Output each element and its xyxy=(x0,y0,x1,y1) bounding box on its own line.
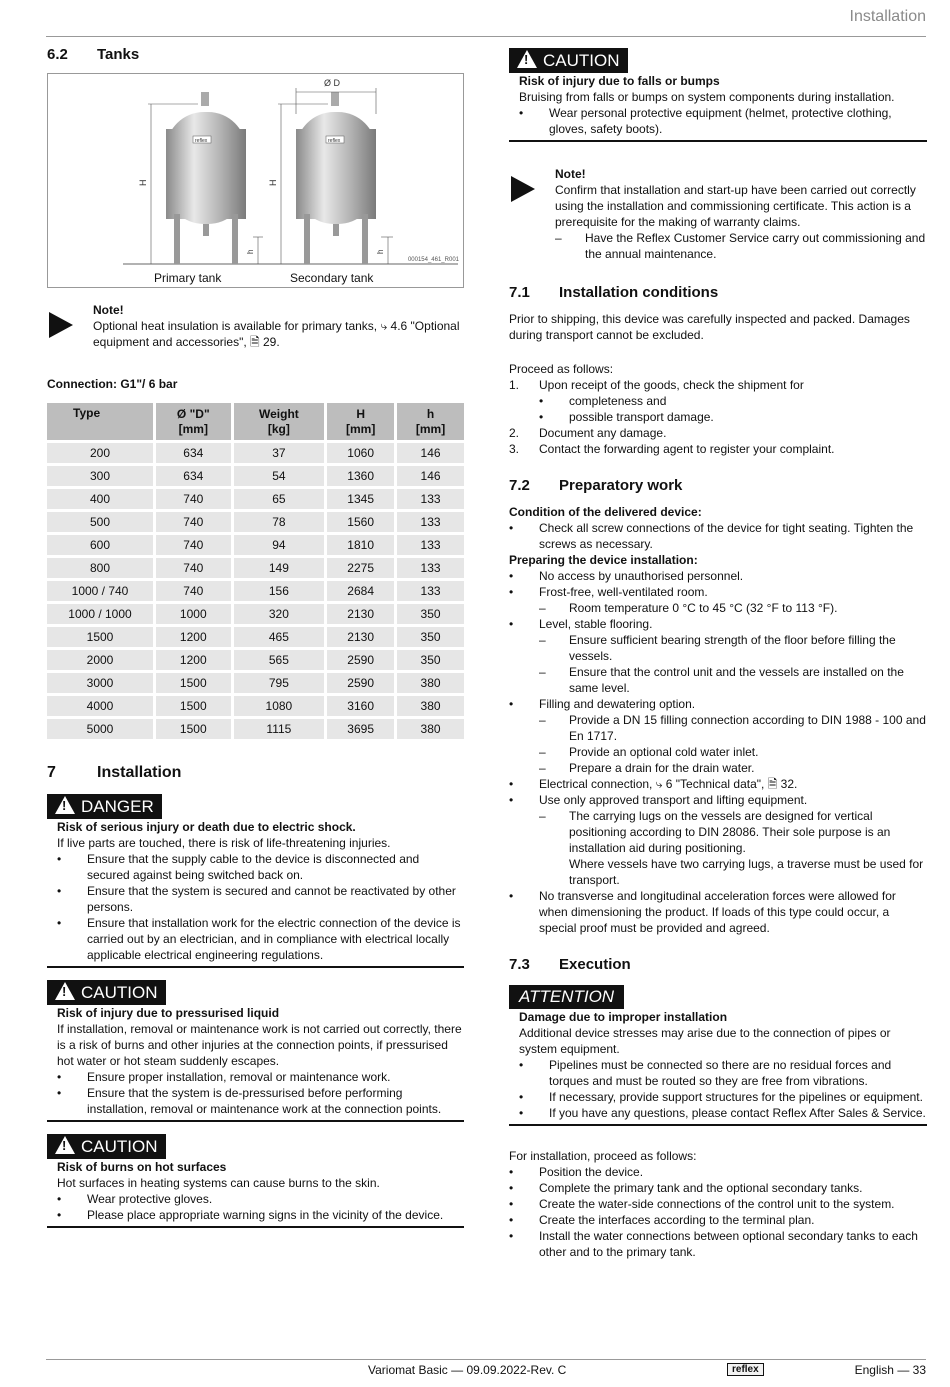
note-commissioning xyxy=(509,166,927,262)
caution-text: Hot surfaces in heating systems can cause burns to the skin. xyxy=(57,1176,380,1190)
section-title: Execution xyxy=(559,956,631,973)
section-number: 7.1 xyxy=(509,284,530,301)
attention-box xyxy=(509,985,927,1126)
table-cell: 133 xyxy=(397,489,464,509)
table-cell: 565 xyxy=(234,650,325,670)
list-item: – Provide a DN 15 filling connection according to DIN 1988 - 100 and En 1717. xyxy=(539,713,926,743)
table-cell: 740 xyxy=(156,581,231,601)
table-cell: 380 xyxy=(397,696,464,716)
list-item: • Ensure that the system is secured and cannot be reactivated by other persons. xyxy=(57,884,456,914)
table-header-row xyxy=(47,403,464,440)
table-cell: 2000 xyxy=(47,650,153,670)
attention-text: Additional device stresses may arise due to the connection of pipes or system equipment. xyxy=(519,1026,891,1056)
section-heading-installation xyxy=(47,764,464,782)
table-cell: 1810 xyxy=(327,535,394,555)
table-row xyxy=(47,604,464,624)
table-cell: 350 xyxy=(397,604,464,624)
dim-label-h-primary: H xyxy=(138,179,148,186)
conditions-text: Prior to shipping, this device was carefully inspected and packed. Damages during transport cannot be excluded. xyxy=(509,312,910,342)
list-item: 1. Upon receipt of the goods, check the shipment for xyxy=(509,378,804,392)
dim-label-d: Ø D xyxy=(324,78,341,88)
table-cell: 1200 xyxy=(156,627,231,647)
danger-box xyxy=(47,794,464,968)
table-cell: 320 xyxy=(234,604,325,624)
attention-title: Damage due to improper installation xyxy=(519,1010,728,1024)
table-cell: 1500 xyxy=(47,627,153,647)
attention-label: ATTENTION xyxy=(509,985,624,1009)
table-cell: 1000 / 740 xyxy=(47,581,153,601)
table-cell: 133 xyxy=(397,535,464,555)
list-item: • Complete the primary tank and the optional secondary tanks. xyxy=(509,1181,863,1195)
footer-logo: reflex xyxy=(727,1363,764,1376)
header-rule xyxy=(46,36,926,37)
note-title: Note! xyxy=(93,303,124,317)
list-item: • Ensure that the supply cable to the device is disconnected and secured against being switched back on. xyxy=(57,852,420,882)
table-cell: 4000 xyxy=(47,696,153,716)
left-column xyxy=(47,46,464,1228)
list-item: • Use only approved transport and lifting equipment. xyxy=(509,793,808,807)
caution-label: !CAUTION xyxy=(47,980,166,1005)
table-row xyxy=(47,627,464,647)
danger-title: Risk of serious injury or death due to electric shock. xyxy=(57,820,356,834)
tank-logo-primary: reflex xyxy=(195,138,208,144)
warning-triangle-icon xyxy=(55,982,75,1000)
table-cell: 1200 xyxy=(156,650,231,670)
list-item: – Prepare a drain for the drain water. xyxy=(539,761,755,775)
list-item: • Wear personal protective equipment (helmet, protective clothing, gloves, safety boots). xyxy=(519,106,892,136)
tanks-figure xyxy=(47,73,464,288)
list-item-continuation: Where vessels have two carrying lugs, a traverse must be used for transport. xyxy=(569,857,924,887)
list-item: – Ensure that the control unit and the vessels are installed on the same level. xyxy=(539,665,904,695)
table-cell: 1115 xyxy=(234,719,325,739)
tanks-illustration xyxy=(48,74,463,287)
warning-triangle-icon xyxy=(55,796,75,814)
section-heading-execution xyxy=(509,956,927,973)
table-cell: 37 xyxy=(234,443,325,463)
table-cell: 146 xyxy=(397,466,464,486)
table-cell: 5000 xyxy=(47,719,153,739)
list-item: • No transverse and longitudinal acceleration forces were allowed for when dimensioning the product. If loads of this type could occur, a special proof must be provided and agreed. xyxy=(509,889,896,935)
list-item: – Room temperature 0 °C to 45 °C (32 °F to 113 °F). xyxy=(539,601,838,615)
list-item: 3. Contact the forwarding agent to register your complaint. xyxy=(509,442,835,456)
table-cell: 1500 xyxy=(156,673,231,693)
note-text: Optional heat insulation is available for primary tanks, ⤷ 4.6 "Optional equipment and accessories", 🗎 29. xyxy=(93,319,460,349)
table-cell: 146 xyxy=(397,443,464,463)
table-row xyxy=(47,719,464,739)
header-type: Type xyxy=(47,403,153,440)
section-title: Preparatory work xyxy=(559,477,683,494)
table-cell: 740 xyxy=(156,535,231,555)
dim-label-small-h-primary: h xyxy=(246,249,255,254)
table-cell: 3000 xyxy=(47,673,153,693)
table-cell: 156 xyxy=(234,581,325,601)
table-cell: 2130 xyxy=(327,627,394,647)
table-cell: 795 xyxy=(234,673,325,693)
danger-text: If live parts are touched, there is risk of life-threatening injuries. xyxy=(57,836,391,850)
tank-logo-secondary: reflex xyxy=(328,138,341,144)
table-cell: 2684 xyxy=(327,581,394,601)
section-number: 7.3 xyxy=(509,956,530,973)
section-number: 7 xyxy=(47,764,56,781)
table-cell: 800 xyxy=(47,558,153,578)
table-cell: 350 xyxy=(397,627,464,647)
note-heat-insulation xyxy=(47,302,464,350)
section-title: Installation conditions xyxy=(559,284,719,301)
list-item: • Install the water connections between optional secondary tanks to each other and to the primary tank. xyxy=(509,1229,918,1259)
list-item: • Frost-free, well-ventilated room. xyxy=(509,585,708,599)
list-item: – The carrying lugs on the vessels are designed for vertical positioning according to DIN 28086. Their sole purpose is an installation aid during positioning. xyxy=(539,809,891,855)
table-cell: 1345 xyxy=(327,489,394,509)
section-heading-tanks xyxy=(47,46,464,63)
note-title: Note! xyxy=(555,167,586,181)
caution-label: !CAUTION xyxy=(47,1134,166,1159)
table-cell: 2590 xyxy=(327,650,394,670)
caution-text: Bruising from falls or bumps on system components during installation. xyxy=(519,90,895,104)
table-cell: 94 xyxy=(234,535,325,555)
header-diameter: Ø "D" [mm] xyxy=(156,403,231,440)
right-column xyxy=(509,46,927,1260)
header-height: H [mm] xyxy=(327,403,394,440)
table-row xyxy=(47,673,464,693)
execution-proceed-label: For installation, proceed as follows: xyxy=(509,1149,697,1163)
table-cell: 133 xyxy=(397,512,464,532)
list-item: • Please place appropriate warning signs in the vicinity of the device. xyxy=(57,1208,444,1222)
table-row xyxy=(47,696,464,716)
table-cell: 1500 xyxy=(156,719,231,739)
table-cell: 1360 xyxy=(327,466,394,486)
table-cell: 380 xyxy=(397,673,464,693)
table-cell: 200 xyxy=(47,443,153,463)
note-arrow-icon xyxy=(49,312,73,338)
table-cell: 65 xyxy=(234,489,325,509)
caution-box-pressurised xyxy=(47,980,464,1122)
warning-triangle-icon xyxy=(55,1136,75,1154)
caution-title: Risk of injury due to falls or bumps xyxy=(519,74,720,88)
preparing-title: Preparing the device installation: xyxy=(509,553,698,567)
secondary-tank-graphic xyxy=(278,88,393,264)
table-row xyxy=(47,581,464,601)
danger-label: !DANGER xyxy=(47,794,162,819)
list-item: • Ensure that the system is de-pressurised before performing installation, removal or maintenance work at the connection points. xyxy=(57,1086,442,1116)
list-item: • possible transport damage. xyxy=(539,410,714,424)
list-item: • Create the interfaces according to the terminal plan. xyxy=(509,1213,815,1227)
header-small-h: h [mm] xyxy=(397,403,464,440)
section-number: 6.2 xyxy=(47,46,68,63)
table-cell: 600 xyxy=(47,535,153,555)
table-cell: 2130 xyxy=(327,604,394,624)
condition-title: Condition of the delivered device: xyxy=(509,505,702,519)
table-cell: 1560 xyxy=(327,512,394,532)
footer-doc-info: Variomat Basic — 09.09.2022-Rev. C xyxy=(368,1363,567,1377)
table-cell: 2590 xyxy=(327,673,394,693)
list-item: – Ensure sufficient bearing strength of the floor before filling the vessels. xyxy=(539,633,896,663)
list-item: • completeness and xyxy=(539,394,667,408)
table-row xyxy=(47,512,464,532)
header-weight: Weight [kg] xyxy=(234,403,325,440)
caution-box-falls xyxy=(509,48,927,142)
warning-triangle-icon xyxy=(517,50,537,68)
caution-label: !CAUTION xyxy=(509,48,628,73)
table-cell: 465 xyxy=(234,627,325,647)
section-title: Installation xyxy=(97,764,182,781)
list-item: • Ensure proper installation, removal or maintenance work. xyxy=(57,1070,391,1084)
list-item: • Position the device. xyxy=(509,1165,644,1179)
footer-rule xyxy=(46,1359,926,1360)
table-row xyxy=(47,466,464,486)
table-row xyxy=(47,558,464,578)
note-text: Confirm that installation and start-up have been carried out correctly using the installation and commissioning certificate. This action is a prerequisite for the making of warranty claims. xyxy=(555,183,916,229)
list-item: • Pipelines must be connected so there are no residual forces and torques and must be routed so they are free from vibrations. xyxy=(519,1058,892,1088)
list-item: • Ensure that installation work for the electric connection of the device is carried out by an electrician, and in compliance with electrical locally applicable electrical engineering regulations. xyxy=(57,916,461,962)
list-item: • If you have any questions, please contact Reflex After Sales & Service. xyxy=(519,1106,926,1120)
table-cell: 380 xyxy=(397,719,464,739)
table-cell: 300 xyxy=(47,466,153,486)
proceed-label: Proceed as follows: xyxy=(509,362,614,376)
caption-secondary-tank: Secondary tank xyxy=(290,271,374,285)
note-arrow-icon xyxy=(511,176,535,202)
footer-page-number: English — 33 xyxy=(854,1363,926,1377)
list-item: • No access by unauthorised personnel. xyxy=(509,569,744,583)
tank-spec-table xyxy=(44,400,467,742)
caution-title: Risk of injury due to pressurised liquid xyxy=(57,1006,280,1020)
table-cell: 149 xyxy=(234,558,325,578)
table-cell: 1080 xyxy=(234,696,325,716)
caution-text: If installation, removal or maintenance work is not carried out correctly, there is a risk of burns and other injuries at the connection points, if pressurised hot water or hot steam suddenly escapes. xyxy=(57,1022,462,1068)
table-cell: 740 xyxy=(156,489,231,509)
list-item: • Level, stable flooring. xyxy=(509,617,653,631)
table-cell: 350 xyxy=(397,650,464,670)
table-cell: 740 xyxy=(156,558,231,578)
table-row xyxy=(47,443,464,463)
table-cell: 3695 xyxy=(327,719,394,739)
dim-label-small-h-secondary: h xyxy=(376,249,385,254)
table-row xyxy=(47,489,464,509)
dim-label-h-secondary: H xyxy=(268,179,278,186)
section-heading-preparatory xyxy=(509,477,927,494)
table-cell: 54 xyxy=(234,466,325,486)
table-cell: 78 xyxy=(234,512,325,532)
list-item: • Filling and dewatering option. xyxy=(509,697,696,711)
table-cell: 740 xyxy=(156,512,231,532)
page-header: Installation xyxy=(849,8,926,25)
table-cell: 1500 xyxy=(156,696,231,716)
table-cell: 634 xyxy=(156,466,231,486)
table-cell: 500 xyxy=(47,512,153,532)
list-item: • Wear protective gloves. xyxy=(57,1192,213,1206)
caption-primary-tank: Primary tank xyxy=(154,271,222,285)
section-title: Tanks xyxy=(97,46,140,63)
caution-title: Risk of burns on hot surfaces xyxy=(57,1160,227,1174)
primary-tank-graphic xyxy=(148,92,263,264)
table-cell: 3160 xyxy=(327,696,394,716)
list-item: • Check all screw connections of the device for tight seating. Tighten the screws as necessary. xyxy=(509,521,914,551)
table-row xyxy=(47,650,464,670)
list-item: 2. Document any damage. xyxy=(509,426,667,440)
list-item: – Have the Reflex Customer Service carry out commissioning and the annual maintenance. xyxy=(555,231,926,261)
table-cell: 1000 xyxy=(156,604,231,624)
table-cell: 634 xyxy=(156,443,231,463)
connection-label: Connection: G1"/ 6 bar xyxy=(47,377,178,391)
section-heading-conditions xyxy=(509,284,927,301)
table-cell: 2275 xyxy=(327,558,394,578)
list-item: • Electrical connection, ⤷ 6 "Technical data", 🗎 32. xyxy=(509,777,798,791)
table-cell: 400 xyxy=(47,489,153,509)
table-cell: 133 xyxy=(397,581,464,601)
table-cell: 133 xyxy=(397,558,464,578)
figure-code: 000154_461_R001 xyxy=(407,257,459,263)
list-item: • Create the water-side connections of the control unit to the system. xyxy=(509,1197,895,1211)
list-item: • If necessary, provide support structures for the pipelines or equipment. xyxy=(519,1090,923,1104)
list-item: – Provide an optional cold water inlet. xyxy=(539,745,759,759)
table-cell: 1000 / 1000 xyxy=(47,604,153,624)
table-cell: 1060 xyxy=(327,443,394,463)
table-row xyxy=(47,535,464,555)
caution-box-hot-surfaces xyxy=(47,1134,464,1228)
section-number: 7.2 xyxy=(509,477,530,494)
